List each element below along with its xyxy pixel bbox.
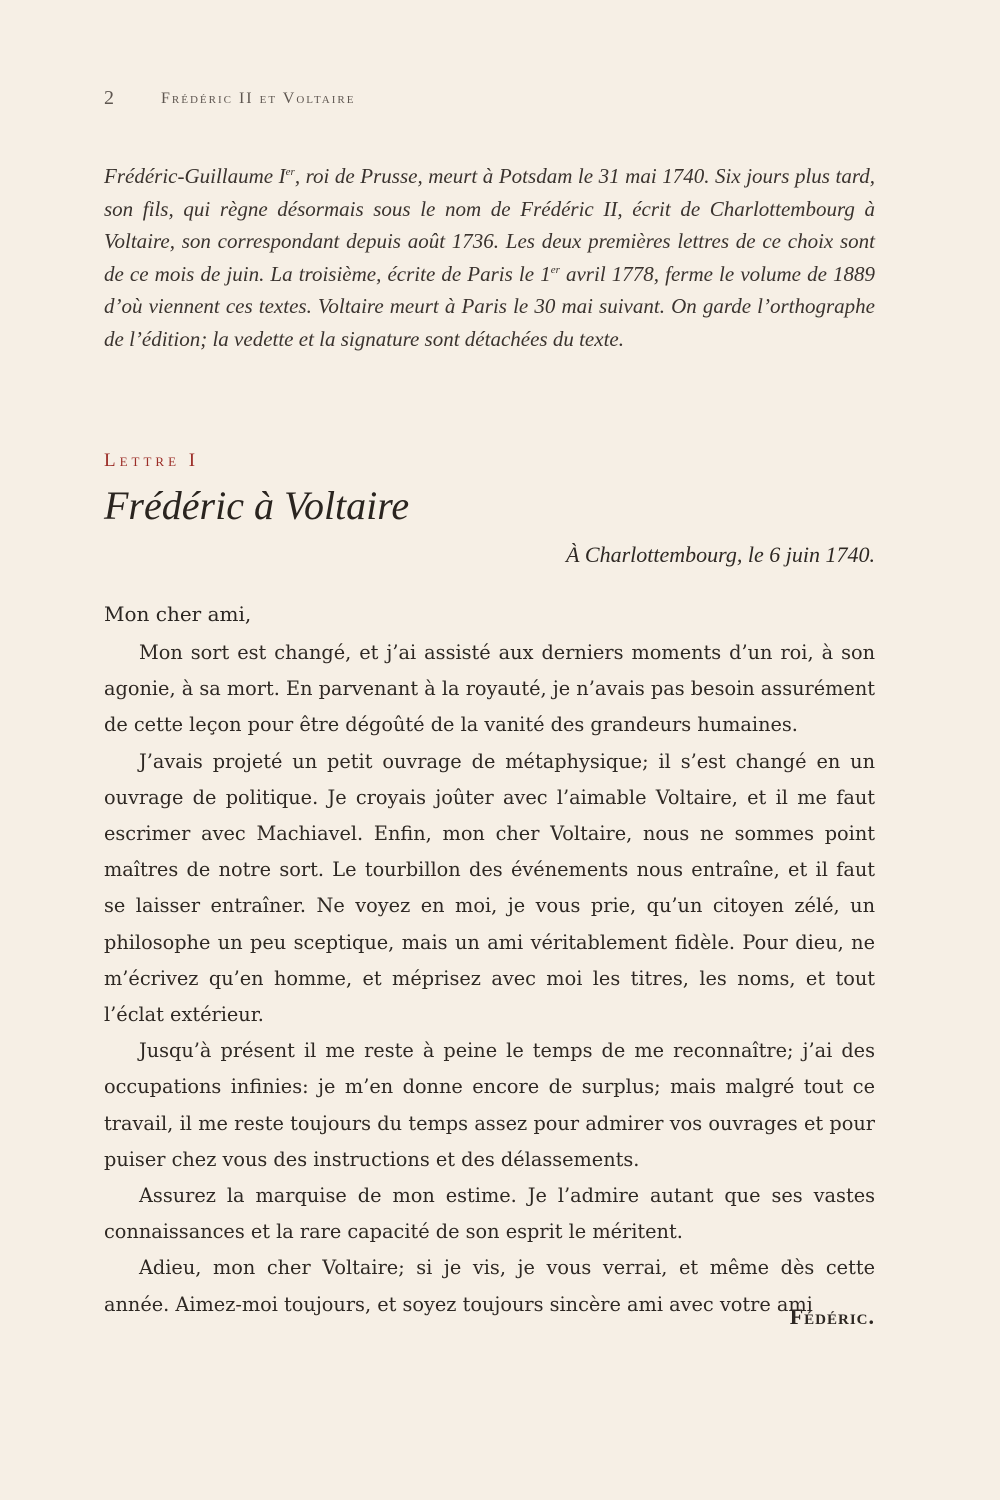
- intro-superscript-2: er: [550, 263, 560, 276]
- letter-signature: Fédéric.: [789, 1304, 875, 1329]
- letter-dateline: À Charlottembourg, le 6 juin 1740.: [565, 542, 875, 567]
- letter-body: [104, 635, 875, 1323]
- letter-paragraph-3: Jusqu’à présent il me reste à peine le temps de me reconnaître; j’ai des occupations infinies: je m’en donne encore de surplus; mais malgré tout ce travail, il me reste toujours du temps assez pour admirer vos ouvrages et pour puiser chez vous des instructions et des délassements.: [104, 1039, 875, 1171]
- letter-paragraph-5: Adieu, mon cher Voltaire; si je vis, je vous verrai, et même dès cette année. Aimez-moi toujours, et soyez toujours sincère ami avec votre ami: [104, 1256, 875, 1316]
- letter-paragraph-2: J’avais projeté un petit ouvrage de métaphysique; il s’est changé en un ouvrage de politique. Je croyais joûter avec l’aimable Voltaire, et il me faut escrimer avec Machiavel. Enfin, mon cher Voltaire, nous ne sommes point maîtres de notre sort. Le tourbillon des événements nous entraîne, et il faut se laisser entraîner. Ne voyez en moi, je vous prie, qu’un citoyen zélé, un philosophe un peu sceptique, mais un ami véritablement fidèle. Pour dieu, ne m’écrivez qu’en homme, et méprisez avec moi les titres, les noms, et tout l’éclat extérieur.: [104, 749, 875, 1027]
- intro-text-part-3: avril 1778, ferme le volume de 1889 d’où viennent ces textes. Voltaire meurt à Paris le 30 mai suivant. On garde l’orthographe de l’édition; la vedette et la signature sont détachées du texte.: [104, 261, 876, 351]
- letter-paragraph-4: Assurez la marquise de mon estime. Je l’admire autant que ses vastes connaissances et la rare capacité de son esprit le méritent.: [104, 1184, 875, 1244]
- running-head: [104, 87, 875, 113]
- letter-number-label: Lettre I: [104, 450, 200, 471]
- letter-paragraph-1: Mon sort est changé, et j’ai assisté aux derniers moments d’un roi, à son agonie, à sa mort. En parvenant à la royauté, je n’avais pas besoin assurément de cette leçon pour être dégoûté de la vanité des grandeurs humaines.: [104, 641, 875, 737]
- running-title: Frédéric II et Voltaire: [161, 90, 356, 107]
- intro-superscript-1: er: [285, 166, 295, 178]
- book-page: [104, 0, 875, 1500]
- editorial-introduction: [104, 160, 875, 356]
- intro-text-part-2: , roi de Prusse, meurt à Potsdam le 31 mai 1740. Six jours plus tard, son fils, qui règne désormais sous le nom de Frédéric II, écrit de Charlottembourg à Voltaire, son correspondant depuis août 1736. Les deux premières lettres de ce choix sont de ce mois de juin. La troisième, écrite de Paris le 1: [104, 164, 875, 286]
- page-number: 2: [104, 87, 114, 109]
- intro-text-part-1: Frédéric-Guillaume I: [104, 164, 286, 188]
- letter-salutation: Mon cher ami,: [104, 602, 252, 626]
- letter-title: Frédéric à Voltaire: [104, 483, 410, 528]
